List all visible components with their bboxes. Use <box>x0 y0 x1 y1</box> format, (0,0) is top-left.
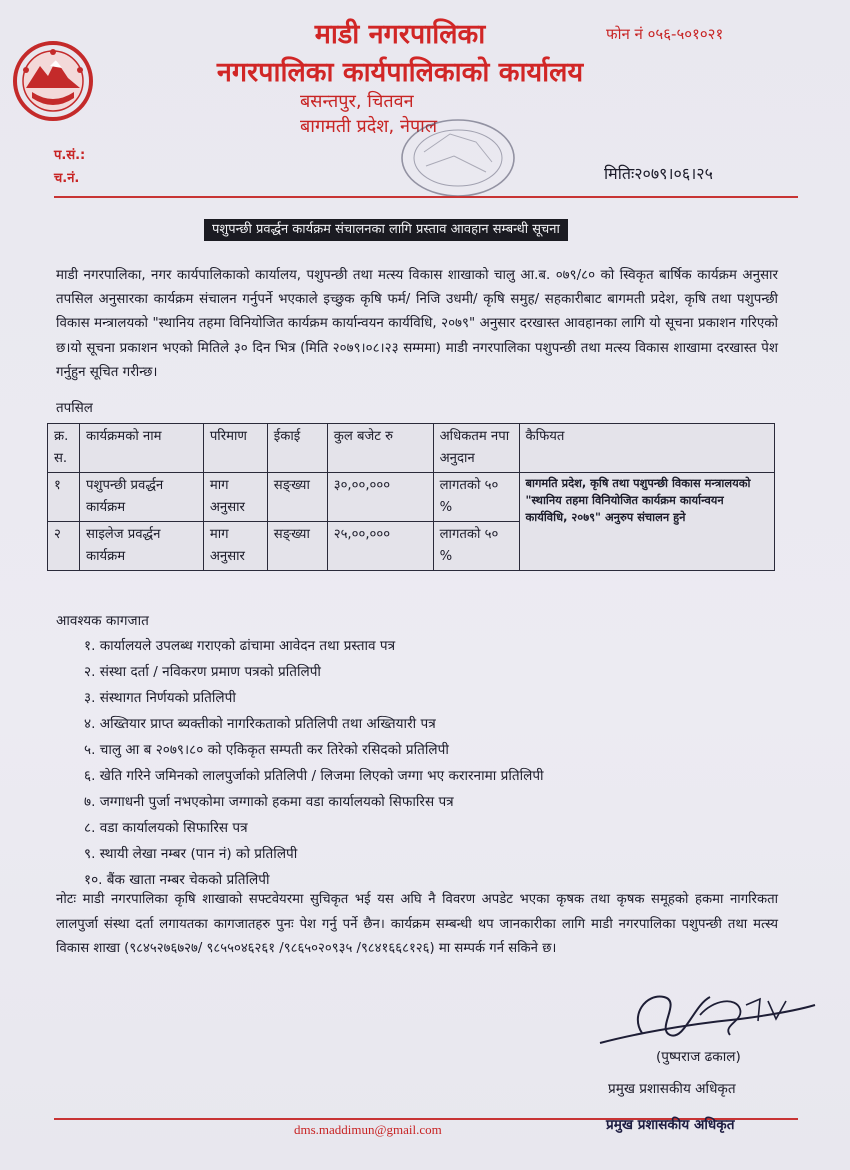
table-header-row <box>48 424 775 473</box>
office-name: नगरपालिका कार्यपालिकाको कार्यालय <box>216 57 584 88</box>
cell-remark: बागमति प्रदेश, कृषि तथा पशुपन्छी विकास मन्त्रालयको "स्थानिय तहमा विनियोजित कार्यक्रम कार्यान्वयन कार्यविधि, २०७९" अनुरुप संचालन हुने <box>519 473 774 571</box>
org-name: माडी नगरपालिका <box>314 19 486 50</box>
address-city: बसन्तपुर, चितवन <box>300 91 414 112</box>
list-item: ५. चालु आ ब २०७९।८० को एकिकृत सम्पती कर तिरेको रसिदको प्रतिलिपी <box>84 742 449 758</box>
cell-sn: १ <box>48 473 80 522</box>
list-item: १. कार्यालयले उपलब्ध गराएको ढांचामा आवेदन तथा प्रस्ताव पत्र <box>84 638 396 654</box>
cell-grant: लागतको ५० % <box>433 473 519 522</box>
col-header-remark: कैफियत <box>519 424 774 473</box>
address-province: बागमती प्रदेश, नेपाल <box>300 116 438 137</box>
ref-chalani-label: च.नं. <box>54 171 80 186</box>
table-row <box>48 473 775 522</box>
ref-patra-label: प.सं.: <box>54 148 86 163</box>
col-header-sn: क्र. स. <box>48 424 80 473</box>
required-documents-list <box>84 633 544 893</box>
note-paragraph: नोटः माडी नगरपालिका कृषि शाखाको सफ्टवेयरमा सुचिकृत भई यस अघि नै विवरण अपडेट भएका कृषक तथा कृषक समूहको हकमा नागरिकता लालपुर्जा संस्था दर्ता लगायतका कागजातहरु पुनः पेश गर्नु पर्ने छैन। कार्यक्रम सम्बन्धी थप जानकारीका लागि माडी नगरपालिका पशुपन्छी तथा मत्स्य विकास शाखा (९८४५२७६७२७/ ९८५५०४६२६१ /९८६५०२०९३५ /९८४१६६८१२६) मा सम्पर्क गर्न सकिने छ। <box>56 892 778 956</box>
col-header-name: कार्यक्रमको नाम <box>79 424 203 473</box>
tapasil-label: तपसिल <box>56 401 93 416</box>
signer-name: (पुष्पराज ढकाल) <box>656 1049 741 1065</box>
col-header-budget: कुल बजेट रु <box>327 424 433 473</box>
footer-designation-stamp: प्रमुख प्रशासकीय अधिकृत <box>606 1117 735 1133</box>
list-item: ३. संस्थागत निर्णयको प्रतिलिपी <box>84 690 236 706</box>
signer-title: प्रमुख प्रशासकीय अधिकृत <box>608 1081 736 1097</box>
office-seal-stamp <box>380 112 530 204</box>
phone-number: फोन नं ०५६-५०१०२१ <box>606 25 724 43</box>
col-header-unit: ईकाई <box>267 424 327 473</box>
cell-budget: ३०,००,००० <box>327 473 433 522</box>
list-item: ७. जग्गाधनी पुर्जा नभएकोमा जग्गाको हकमा वडा कार्यालयको सिफारिस पत्र <box>84 794 454 810</box>
header-divider <box>54 196 798 198</box>
col-header-quantity: परिमाण <box>203 424 267 473</box>
cell-grant: लागतको ५० % <box>433 522 519 571</box>
cell-program-name: पशुपन्छी प्रवर्द्धन कार्यक्रम <box>79 473 203 522</box>
list-item: ४. अख्तियार प्राप्त ब्यक्तीको नागरिकताको प्रतिलिपी तथा अख्तियारी पत्र <box>84 716 436 732</box>
required-documents-title: आवश्यक कागजात <box>56 613 149 629</box>
cell-program-name: साइलेज प्रवर्द्धन कार्यक्रम <box>79 522 203 571</box>
program-table <box>47 423 775 571</box>
footer-email: dms.maddimun@gmail.com <box>294 1122 442 1137</box>
list-item: २. संस्था दर्ता / नविकरण प्रमाण पत्रको प्रतिलिपी <box>84 664 321 680</box>
list-item: ८. वडा कार्यालयको सिफारिस पत्र <box>84 820 248 836</box>
list-item: १०. बैंक खाता नम्बर चेकको प्रतिलिपी <box>84 872 270 888</box>
cell-budget: २५,००,००० <box>327 522 433 571</box>
list-item: ६. खेति गरिने जमिनको लालपुर्जाको प्रतिलिपी / लिजमा लिएको जग्गा भए करारनामा प्रतिलिपी <box>84 768 544 784</box>
notice-date: मितिः२०७९।०६।२५ <box>604 164 713 183</box>
notice-subject: पशुपन्छी प्रवर्द्धन कार्यक्रम संचालनका लागि प्रस्ताव आवहान सम्बन्धी सूचना <box>204 219 568 241</box>
cell-sn: २ <box>48 522 80 571</box>
col-header-grant: अधिकतम नपा अनुदान <box>433 424 519 473</box>
cell-unit: सङ्ख्या <box>267 473 327 522</box>
cell-quantity: माग अनुसार <box>203 522 267 571</box>
list-item: ९. स्थायी लेखा नम्बर (पान नं) को प्रतिलिपी <box>84 846 298 862</box>
notice-body: माडी नगरपालिका, नगर कार्यपालिकाको कार्यालय, पशुपन्छी तथा मत्स्य विकास शाखाको चालु आ.ब. ०७९/८० को स्विकृत बार्षिक कार्यक्रम अनुसार तपसिल अनुसारका कार्यक्रम संचालन गर्नुपर्ने भएकाले इच्छुक कृषि फर्म/ निजि उधमी/ कृषि समुह/ सहकारीबाट बागमती प्रदेश, कृषि तथा पशुपन्छी विकास मन्त्रालयको "स्थानिय तहमा विनियोजित कार्यक्रम कार्यान्वयन कार्यविधि, २०७९" अनुसार दरखास्त आवहानका लागि यो सूचना प्रकाशन गरिएको छ।यो सूचना प्रकाशन भएको मितिले ३० दिन भित्र (मिति २०७९।०८।२३ सम्ममा) माडी नगरपालिका पशुपन्छी तथा मत्स्य विकास शाखामा दरखास्त पेश गर्नुहुन सूचित गरीन्छ। <box>56 268 778 380</box>
cell-quantity: माग अनुसार <box>203 473 267 522</box>
cell-unit: सङ्ख्या <box>267 522 327 571</box>
